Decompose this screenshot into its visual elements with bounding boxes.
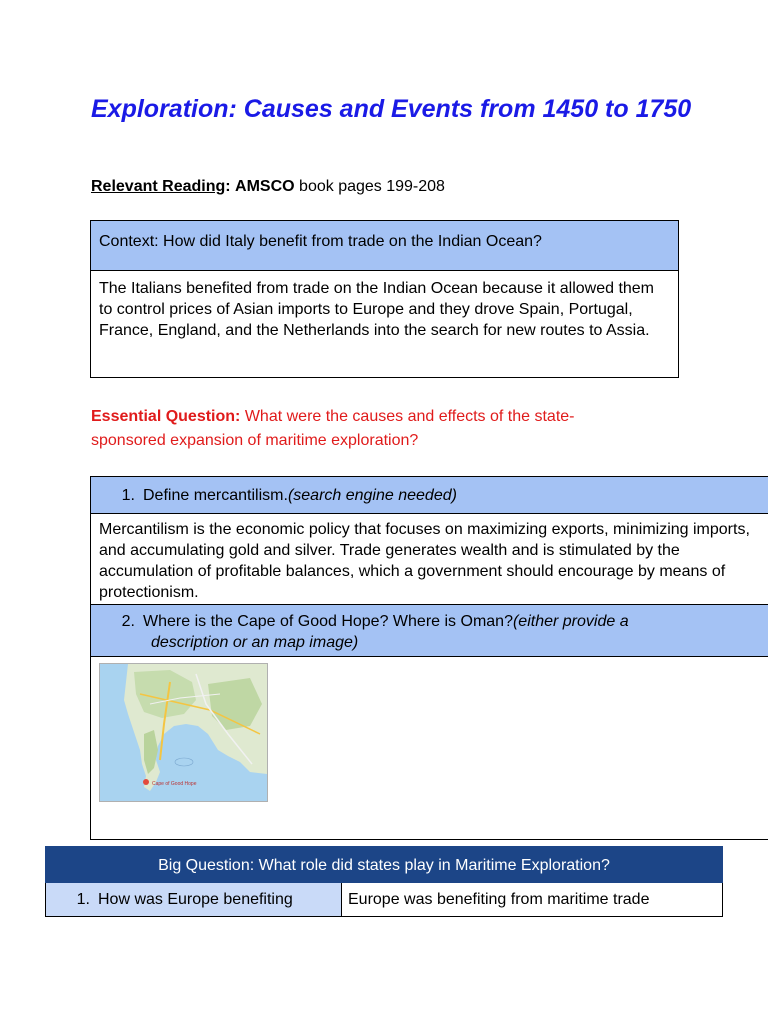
- essential-question: [91, 405, 611, 453]
- big-question-header: Big Question: What role did states play in Maritime Exploration?: [46, 847, 723, 883]
- question-2-number: 2.: [121, 613, 135, 630]
- big-question-row-1-question: [46, 883, 342, 917]
- question-2-note-line1: (either provide a: [512, 613, 629, 630]
- essential-question-text: What were the causes and effects of the state-sponsored expansion of maritime exploration?: [91, 408, 575, 449]
- context-question: Context: How did Italy benefit from trade on the Indian Ocean?: [91, 221, 679, 271]
- question-2-text: Where is the Cape of Good Hope? Where is Oman?: [143, 613, 513, 630]
- big-question-row-1-number: 1.: [76, 891, 90, 908]
- question-2-note-line2: description or an map image): [151, 634, 359, 651]
- reading-label: Relevant Reading: [91, 178, 226, 195]
- essential-question-label: Essential Question:: [91, 408, 241, 425]
- question-1-text: Define mercantilism.: [143, 487, 288, 504]
- question-2-answer: [91, 657, 768, 840]
- reading-book: AMSCO: [235, 178, 295, 195]
- cape-of-good-hope-map-image: [99, 663, 268, 802]
- cape-of-good-hope-label: Cape of Good Hope: [152, 781, 197, 787]
- question-1-number: 1.: [121, 487, 135, 504]
- question-1-note: (search engine needed): [287, 487, 457, 504]
- big-question-row-1-text: How was Europe benefiting: [98, 891, 293, 908]
- big-question-table: [45, 846, 723, 917]
- reading-pages: book pages 199-208: [294, 178, 445, 195]
- relevant-reading: [91, 178, 445, 196]
- question-1: [91, 477, 768, 514]
- big-question-row-1-answer: Europe was benefiting from maritime trade: [342, 883, 723, 917]
- question-2: [91, 605, 768, 657]
- question-1-answer: Mercantilism is the economic policy that focuses on maximizing exports, minimizing imports, and accumulating gold and silver. Trade generates wealth and is stimulated by the accumulation of profitable balances, which a government should encourage by means of protectionism.: [91, 514, 768, 605]
- page-title: Exploration: Causes and Events from 1450 to 1750: [91, 95, 692, 123]
- context-answer: The Italians benefited from trade on the Indian Ocean because it allowed them to control prices of Asian imports to Europe and they drove Spain, Portugal, France, England, and the Netherlands into the search for new routes to Assia.: [91, 271, 679, 378]
- reading-colon: :: [225, 178, 231, 195]
- questions-table: [90, 476, 768, 840]
- context-table: [90, 220, 679, 378]
